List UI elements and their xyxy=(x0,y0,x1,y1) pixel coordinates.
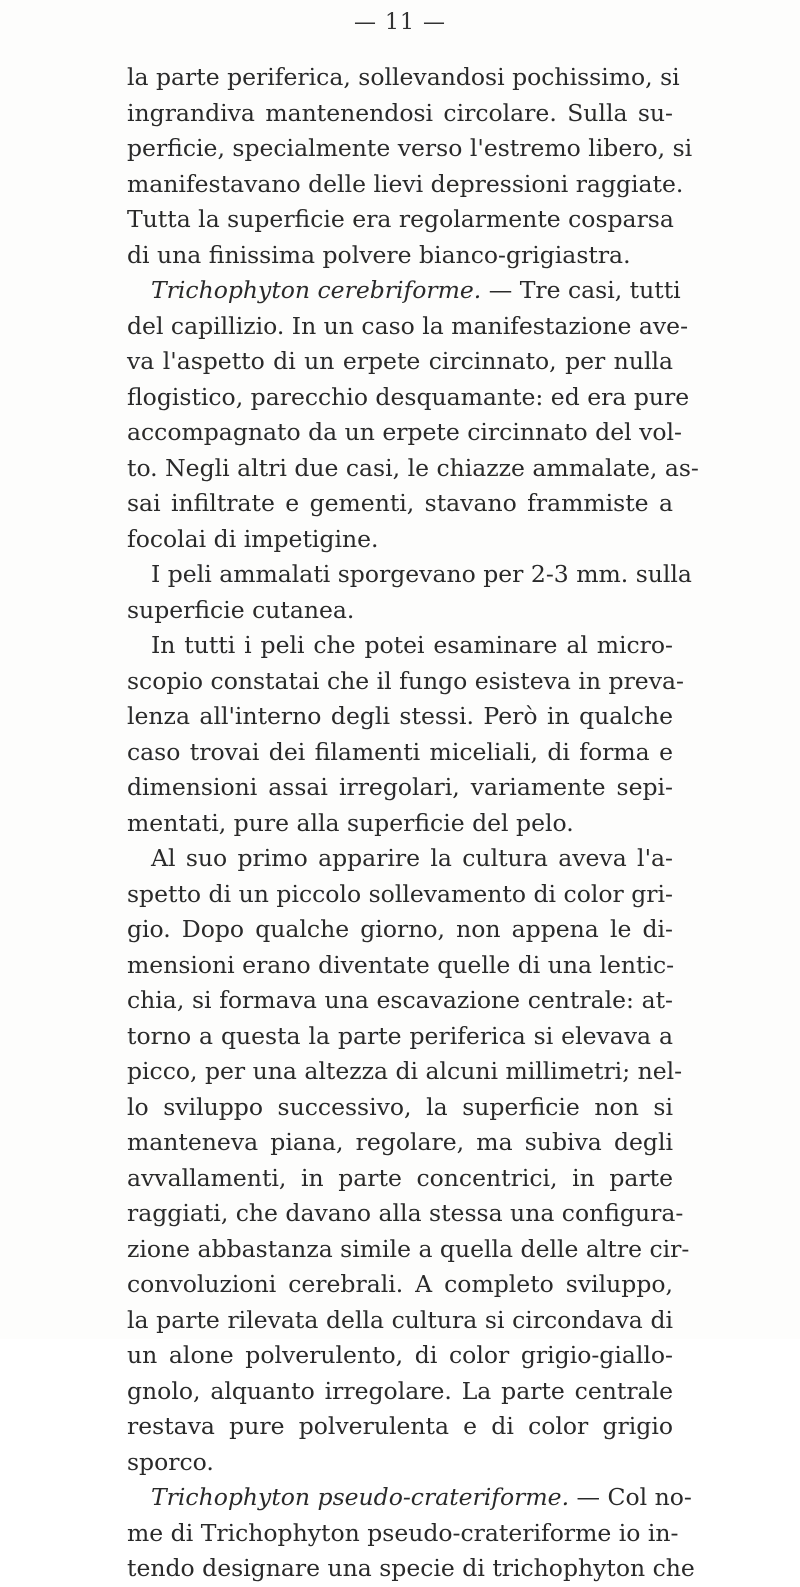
text-line: to. Negli altri due casi, le chiazze ammalate, as- xyxy=(127,453,699,482)
text-line: di una finissima polvere bianco-grigiastra. xyxy=(127,240,631,269)
text-line: me di Trichophyton pseudo-crateriforme io in- xyxy=(127,1518,679,1547)
text-line: gnolo, alquanto irregolare. La parte centrale xyxy=(127,1376,673,1405)
text-line: Al suo primo apparire la cultura aveva l'a- xyxy=(151,844,673,872)
species-heading: Trichophyton cerebriforme. xyxy=(151,276,482,304)
text-line: accompagnato da un erpete circinnato del vol- xyxy=(127,418,682,446)
text-line: chia, si formava una escavazione centrale: at- xyxy=(127,986,673,1014)
text-line: spetto di un piccolo sollevamento di color gri- xyxy=(127,879,673,908)
text-line: manifestavano delle lievi depressioni raggiate. xyxy=(127,169,684,198)
text-line: lenza all'interno degli stessi. Però in qualche xyxy=(127,702,673,730)
text-line: va l'aspetto di un erpete circinnato, per nulla xyxy=(127,347,673,375)
text-line: mentati, pure alla superficie del pelo. xyxy=(127,808,574,837)
text-line-rest: — Col no- xyxy=(569,1483,692,1511)
text-line: convoluzioni cerebrali. A completo sviluppo, xyxy=(127,1270,673,1298)
text-line: la parte rilevata della cultura si circondava di xyxy=(127,1305,673,1334)
text-line: mensioni erano diventate quelle di una lentic- xyxy=(127,950,675,979)
text-line: torno a questa la parte periferica si elevava a xyxy=(127,1021,673,1050)
text-line: focolai di impetigine. xyxy=(127,524,379,553)
text-line: avvallamenti, in parte concentrici, in parte xyxy=(127,1163,673,1192)
text-line: ingrandiva mantenendosi circolare. Sulla su- xyxy=(127,98,673,127)
text-line: del capillizio. In un caso la manifestazione ave- xyxy=(127,311,689,340)
text-line: la parte periferica, sollevandosi pochissimo, si xyxy=(127,63,680,91)
species-heading: Trichophyton pseudo-crateriforme. xyxy=(151,1483,570,1511)
text-line: I peli ammalati sporgevano per 2-3 mm. sulla xyxy=(151,560,692,588)
text-line: In tutti i peli che potei esaminare al micro- xyxy=(151,631,673,659)
text-line: picco, per una altezza di alcuni millimetri; nel- xyxy=(127,1057,683,1085)
text-line: sporco. xyxy=(127,1447,214,1476)
text-line: un alone polverulento, di color grigio-giallo- xyxy=(127,1341,673,1369)
text-line: perficie, specialmente verso l'estremo libero, si xyxy=(127,134,693,162)
text-line: superficie cutanea. xyxy=(127,595,355,624)
text-line-rest: — Tre casi, tutti xyxy=(481,276,681,304)
text-line: flogistico, parecchio desquamante: ed era pure xyxy=(127,382,690,411)
text-line: gio. Dopo qualche giorno, non appena le di- xyxy=(127,915,673,943)
text-line: caso trovai dei filamenti miceliali, di forma e xyxy=(127,737,673,766)
text-line: dimensioni assai irregolari, variamente sepi- xyxy=(127,773,673,801)
paragraph-heading-line xyxy=(127,273,681,309)
page-number: — 11 — xyxy=(354,10,446,35)
text-line: scopio constatai che il fungo esisteva in preva- xyxy=(127,666,684,695)
paragraph-heading-line xyxy=(127,1480,692,1516)
body-text xyxy=(127,60,699,1587)
text-line: raggiati, che davano alla stessa una configura- xyxy=(127,1199,684,1227)
text-line: Tutta la superficie era regolarmente cosparsa xyxy=(127,205,674,233)
text-line: zione abbastanza simile a quella delle altre cir- xyxy=(127,1234,690,1263)
text-line: lo sviluppo successivo, la superficie non si xyxy=(127,1092,673,1121)
text-line: manteneva piana, regolare, ma subiva degli xyxy=(127,1128,673,1156)
text-line: sai infiltrate e gementi, stavano frammiste a xyxy=(127,489,673,517)
text-line: restava pure polverulenta e di color grigio xyxy=(127,1412,673,1440)
text-line: tendo designare una specie di trichophyton che xyxy=(127,1554,695,1582)
